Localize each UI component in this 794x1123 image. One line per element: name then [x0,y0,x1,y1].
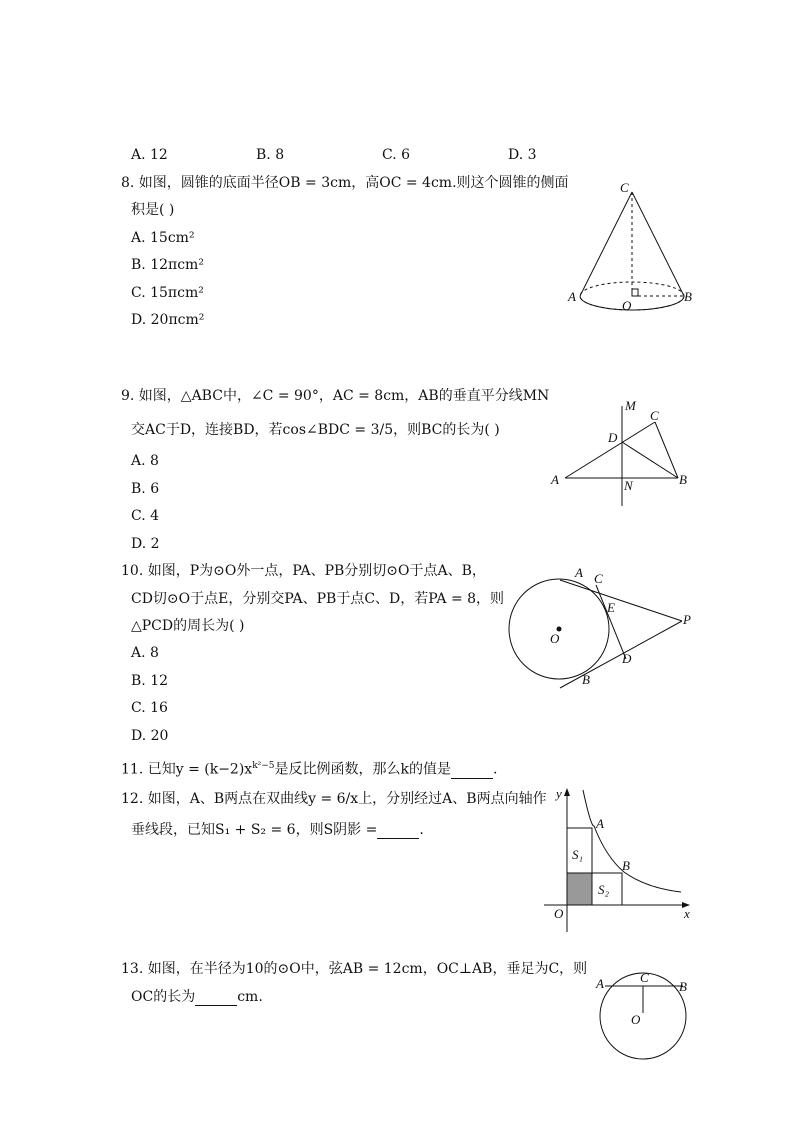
q8-option-b: B. 12πcm² [131,257,204,273]
circle-label-e: E [607,600,615,615]
q9-option-c: C. 4 [131,508,160,524]
hyperbola-label-s2: S₂ [598,882,610,897]
q7-option-c: C. 6 [382,147,411,163]
circle-label-d: D [622,651,632,666]
q8-option-d: D. 20πcm² [131,312,205,328]
circle-label-b: B [582,672,590,687]
q8-stem-line1: 8. 如图，圆锥的底面半径OB = 3cm，高OC = 4cm.则这个圆锥的侧面 [121,175,569,191]
q10-option-a: A. 8 [131,645,159,661]
cone-label-o: O [622,298,632,313]
cone-label-b: B [684,289,692,304]
q7-option-b: B. 8 [256,147,285,163]
circle-label-p: P [683,612,691,627]
q11-exponent: k²−5 [252,761,275,771]
q13-answer-blank[interactable] [195,991,237,1006]
q12-stem-line2: 垂线段，已知S₁ + S₂ = 6，则S阴影 = [131,822,378,838]
hyperbola-label-y: y [556,786,562,801]
circle-label-a: A [575,565,583,580]
chord-label-o: O [631,1012,641,1027]
q10-option-c: C. 16 [131,700,168,716]
q13-stem-line1: 13. 如图，在半径为10的⊙O中，弦AB = 12cm，OC⊥AB，垂足为C，则 [121,961,588,977]
triangle-label-m: M [625,398,636,413]
triangle-label-n: N [624,478,633,493]
q11-text-after: 是反比例函数，那么k的值是 [274,761,452,778]
hyperbola-label-a: A [596,816,604,831]
q11-stem [121,757,497,779]
q9-option-a: A. 8 [131,453,159,469]
q13-stem-line2-before: OC的长为 [131,989,196,1005]
chord-label-a: A [596,976,604,991]
q11-text-before: 11. 已知y = (k−2)x [121,761,253,778]
q12-end: . [419,822,424,838]
triangle-label-b: B [679,472,687,487]
q11-answer-blank[interactable] [451,764,493,779]
q9-option-b: B. 6 [131,481,160,497]
chord-label-b: B [679,979,687,994]
q8-stem-line2: 积是( ) [131,202,175,218]
q9-option-d: D. 2 [131,536,160,552]
q11-end: . [493,761,498,778]
hyperbola-label-s1: S₁ [572,847,584,862]
q9-stem-line1: 9. 如图，△ABC中，∠C = 90°，AC = 8cm，AB的垂直平分线MN [121,388,550,404]
cone-label-c: C [620,180,629,195]
hyperbola-label-b: B [622,858,630,873]
circle-label-c: C [594,571,603,586]
hyperbola-label-x: x [684,906,690,921]
q12-answer-blank[interactable] [377,824,419,839]
q9-stem-line2: 交AC于D，连接BD，若cos∠BDC = 3/5，则BC的长为( ) [131,422,500,438]
q13-stem-line2-after: cm. [237,989,263,1005]
chord-circle-figure [588,962,698,1062]
q7-option-d: D. 3 [508,147,537,163]
q10-option-b: B. 12 [131,673,169,689]
hyperbola-label-o: O [554,906,564,921]
q13-stem-line2-wrap [131,988,263,1006]
q8-option-a: A. 15cm² [131,230,195,246]
q8-option-c: C. 15πcm² [131,285,204,301]
tangent-circle-figure [500,560,700,692]
q10-stem-line1: 10. 如图，P为⊙O外一点，PA、PB分别切⊙O于点A、B， [121,563,486,579]
q10-option-d: D. 20 [131,728,169,744]
q7-option-a: A. 12 [131,147,168,163]
chord-label-c: C [640,970,649,985]
q10-stem-line2: CD切⊙O于点E，分别交PA、PB于点C、D，若PA = 8，则 [131,591,505,607]
cone-figure [560,176,700,316]
triangle-figure [545,392,695,512]
triangle-label-a: A [551,472,559,487]
q10-stem-line3: △PCD的周长为( ) [131,618,245,634]
cone-label-a: A [568,289,576,304]
q12-stem-line1: 12. 如图，A、B两点在双曲线y = 6/x上，分别经过A、B两点向轴作 [121,791,547,807]
hyperbola-figure [536,782,696,934]
triangle-label-c: C [650,408,659,423]
circle-label-o: O [550,631,560,646]
triangle-label-d: D [608,430,618,445]
q12-stem-line2-wrap [131,821,424,839]
